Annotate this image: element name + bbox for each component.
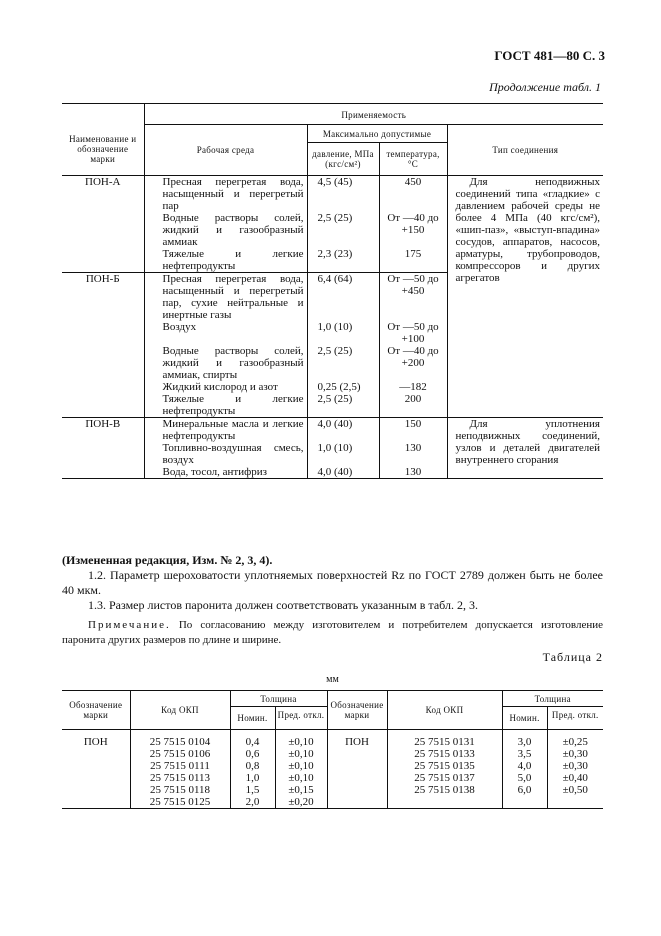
col-medium: Рабочая среда	[144, 125, 307, 176]
grade-cell: ПОН-А	[85, 176, 121, 188]
cell-line: ±0,40	[562, 772, 588, 784]
medium-cell: Тяжелые и легкие нефтепродукты	[144, 393, 307, 418]
cell-line: 25 7515 0104	[149, 736, 211, 748]
medium-cell: Водные растворы солей, жидкий и газообразный аммиак, спирты	[144, 345, 307, 381]
col-conn: Тип соединения	[447, 125, 603, 176]
temperature-cell: От —40 до +200	[379, 345, 447, 381]
medium-cell: Жидкий кислород и азот	[144, 381, 307, 393]
pressure-cell: 4,5 (45)	[307, 176, 379, 213]
pressure-cell: 4,0 (40)	[307, 418, 379, 443]
cell-line: 25 7515 0125	[149, 796, 211, 808]
pressure-cell: 2,3 (23)	[307, 248, 379, 273]
grade-cell: ПОН-В	[85, 418, 121, 430]
temperature-cell: 175	[379, 248, 447, 273]
pressure-cell: 4,0 (40)	[307, 466, 379, 479]
cell-line: ±0,10	[288, 748, 314, 760]
table-continuation: Продолжение табл. 1	[489, 80, 601, 94]
note-label: Примечание.	[88, 619, 171, 631]
table1-row	[62, 418, 603, 443]
t2-codes-left	[130, 730, 230, 809]
cell-line: 0,8	[245, 760, 260, 772]
t2-grade-right: ПОН	[327, 730, 387, 809]
t2-col-thickness-2: Толщина	[502, 691, 603, 707]
pressure-cell: 2,5 (25)	[307, 212, 379, 248]
cell-line: 25 7515 0138	[414, 784, 475, 796]
pressure-cell: 1,0 (10)	[307, 321, 379, 345]
t2-col-grade: Обозначение марки	[69, 700, 123, 720]
cell-line: ±0,10	[288, 760, 314, 772]
col-max: Максимально допустимые	[307, 125, 447, 143]
medium-cell: Пресная перегретая вода, насыщенный и перегретый пар	[144, 176, 307, 213]
cell-line: ±0,15	[288, 784, 314, 796]
t2-col-dev: Пред. откл.	[275, 707, 327, 730]
pressure-cell: 2,5 (25)	[307, 393, 379, 418]
cell-line: 25 7515 0106	[149, 748, 211, 760]
t2-col-nom-2: Номин.	[502, 707, 547, 730]
t2-grade-left: ПОН	[83, 736, 108, 748]
table1-row	[62, 176, 603, 213]
edition-note: (Измененная редакция, Изм. № 2, 3, 4).	[62, 553, 273, 567]
pressure-cell: 1,0 (10)	[307, 442, 379, 466]
t2-col-thickness: Толщина	[230, 691, 327, 707]
cell-line: 0,6	[245, 748, 260, 760]
medium-cell: Минеральные масла и легкие нефтепродукты	[144, 418, 307, 443]
medium-cell: Водные растворы солей, жидкий и газообразный аммиак	[144, 212, 307, 248]
cell-line: ±0,30	[562, 760, 588, 772]
unit-label: мм	[326, 674, 339, 685]
temperature-cell: 200	[379, 393, 447, 418]
cell-line: 25 7515 0133	[414, 748, 475, 760]
temperature-cell: От —50 до +450	[379, 273, 447, 322]
grade-cell: ПОН-Б	[85, 273, 120, 285]
medium-cell: Топливно-воздушная смесь, воздух	[144, 442, 307, 466]
medium-cell: Воздух	[144, 321, 307, 345]
t2-col-grade-2: Обозначение марки	[327, 691, 387, 730]
table-2	[62, 690, 603, 809]
medium-cell: Тяжелые и легкие нефтепродукты	[144, 248, 307, 273]
t2-col-okp-2: Код ОКП	[387, 691, 502, 730]
t2-dev-right	[547, 730, 603, 809]
cell-line: 1,5	[245, 784, 260, 796]
note	[62, 618, 603, 648]
t2-nom-right	[502, 730, 547, 809]
cell-line: ±0,25	[562, 736, 588, 748]
temperature-cell: —182	[379, 381, 447, 393]
pressure-cell: 6,4 (64)	[307, 273, 379, 322]
t2-col-dev-2: Пред. откл.	[547, 707, 603, 730]
t2-codes-right	[387, 730, 502, 809]
temperature-cell: 130	[379, 466, 447, 479]
note-text: По согласованию между изготовителем и потребителем допускается изготовление паронита других размеров по длине и ширине.	[62, 619, 604, 646]
cell-line: 25 7515 0135	[414, 760, 475, 772]
temperature-cell: 130	[379, 442, 447, 466]
cell-line: 6,0	[517, 784, 532, 796]
pressure-cell: 0,25 (2,5)	[307, 381, 379, 393]
col-name: Наименование и обозначение марки	[69, 133, 137, 164]
pressure-cell: 2,5 (25)	[307, 345, 379, 381]
col-temp: температура, °C	[379, 143, 447, 176]
medium-cell: Пресная перегретая вода, насыщенный и перегретый пар, сухие нейтральные и инертные газы	[144, 273, 307, 322]
cell-line: 25 7515 0111	[150, 760, 210, 772]
cell-line: 25 7515 0118	[149, 784, 211, 796]
cell-line: 1,0	[245, 772, 260, 784]
paragraph-1-3: 1.3. Размер листов паронита должен соответствовать указанным в табл. 2, 3.	[88, 598, 478, 612]
t2-col-okp: Код ОКП	[130, 691, 230, 730]
connection-cell: Для неподвижных соединений типа «гладкие» с давлением рабочей среды не более 4 МПа (40 кгс/см²), «шип-паз», «выступ-впадина» сосудов, аппаратов, насосов, арматуры, трубопроводов, компрессоров и других агрегатов	[447, 176, 603, 418]
cell-line: ±0,10	[288, 772, 314, 784]
cell-line: 5,0	[517, 772, 532, 784]
t2-nom-left	[230, 730, 275, 809]
medium-cell: Вода, тосол, антифриз	[144, 466, 307, 479]
col-pressure: давление, МПа (кгс/см²)	[307, 143, 379, 176]
t2-dev-left	[275, 730, 327, 809]
cell-line: 25 7515 0137	[414, 772, 475, 784]
cell-line: ±0,30	[562, 748, 588, 760]
table-1	[62, 103, 603, 479]
cell-line: ±0,50	[562, 784, 588, 796]
cell-line: ±0,20	[288, 796, 314, 808]
cell-line: 25 7515 0113	[149, 772, 211, 784]
col-applicability: Применяемость	[144, 104, 603, 125]
page-header: ГОСТ 481—80 С. 3	[494, 48, 605, 63]
cell-line: 2,0	[245, 796, 260, 808]
temperature-cell: От —40 до +150	[379, 212, 447, 248]
t2-col-nom: Номин.	[230, 707, 275, 730]
cell-line: ±0,10	[288, 736, 314, 748]
cell-line: 25 7515 0131	[414, 736, 475, 748]
connection-cell: Для уплотнения неподвижных соединений, узлов и деталей двигателей внутреннего сгорания	[447, 418, 603, 479]
cell-line: 4,0	[517, 760, 532, 772]
temperature-cell: 150	[379, 418, 447, 443]
cell-line: 0,4	[245, 736, 260, 748]
paragraph-1-2: 1.2. Параметр шероховатости уплотняемых поверхностей Rz по ГОСТ 2789 должен быть не более 40 мкм.	[62, 568, 603, 597]
temperature-cell: От —50 до +100	[379, 321, 447, 345]
temperature-cell: 450	[379, 176, 447, 213]
cell-line: 3,5	[517, 748, 532, 760]
table-2-label: Таблица 2	[542, 650, 603, 664]
cell-line: 3,0	[517, 736, 532, 748]
